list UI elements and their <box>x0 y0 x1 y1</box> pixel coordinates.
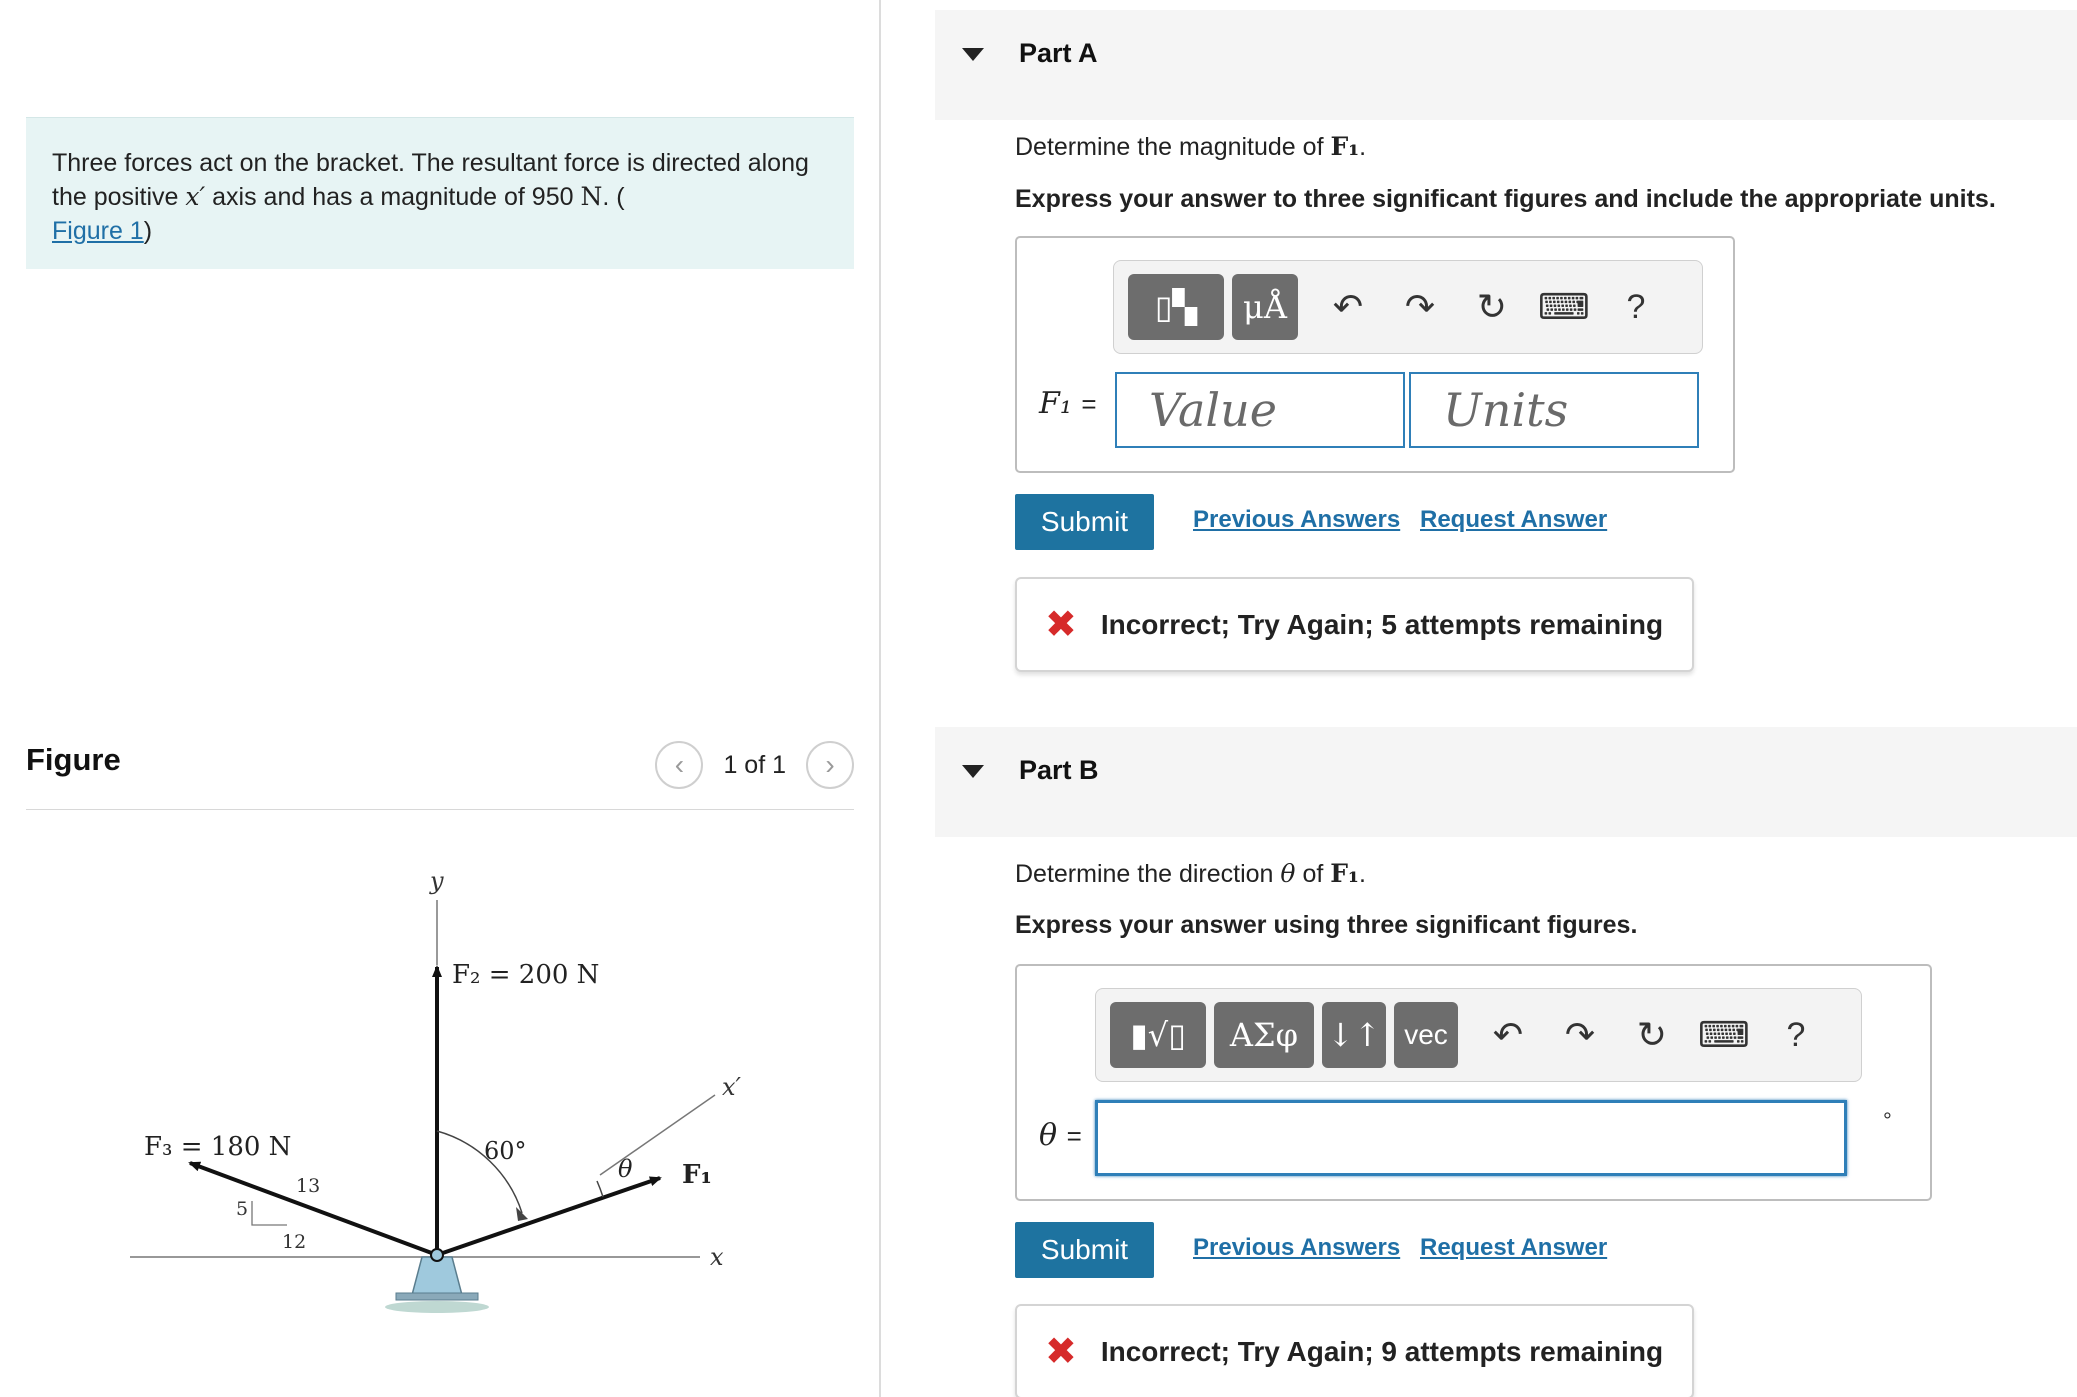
slope-triangle <box>252 1201 287 1225</box>
figure-pager <box>655 740 854 790</box>
reset-icon[interactable]: ↻ <box>1636 1014 1668 1055</box>
theta-label: θ <box>618 1155 633 1183</box>
problem-panel <box>0 0 880 1397</box>
template-button[interactable] <box>1128 274 1224 340</box>
f3-label: F₃ = 180 N <box>144 1132 292 1162</box>
question-symbol: F₁ <box>1330 859 1359 888</box>
vec-button[interactable] <box>1394 1002 1458 1068</box>
chevron-left-icon: ‹ <box>674 749 685 780</box>
unit-symbol: N <box>580 182 603 211</box>
pager-text: 1 of 1 <box>723 750 786 779</box>
angle-60-label: 60° <box>484 1137 527 1165</box>
vec-button-label: vec <box>1404 1019 1448 1050</box>
part-b-question: Determine the direction θ of F₁. <box>1015 859 1366 888</box>
next-figure-button[interactable] <box>806 741 854 789</box>
y-axis-label: y <box>430 867 444 895</box>
part-a-submit-button[interactable]: Submit <box>1015 494 1154 550</box>
units-input[interactable] <box>1409 372 1699 448</box>
part-a-request-answer-link[interactable]: Request Answer <box>1420 506 1608 533</box>
undo-icon[interactable]: ↶ <box>1332 286 1364 327</box>
help-icon[interactable]: ? <box>1626 287 1646 326</box>
problem-statement <box>26 117 854 269</box>
part-b-request-answer-link[interactable]: Request Answer <box>1420 1234 1608 1261</box>
part-a-answer-box <box>1015 236 1735 473</box>
template-button[interactable] <box>1110 1002 1206 1068</box>
part-a-instruction: Express your answer to three significant figures and include the appropriate units. <box>1015 185 1996 213</box>
caret-down-icon <box>962 765 984 778</box>
part-a-title: Part A <box>1019 38 1098 68</box>
error-x-icon: ✖ <box>1045 603 1077 646</box>
undo-icon[interactable]: ↶ <box>1492 1014 1524 1055</box>
caret-down-icon <box>962 48 984 61</box>
error-x-icon: ✖ <box>1045 1330 1077 1373</box>
bracket-pin <box>431 1249 443 1261</box>
part-a-header[interactable] <box>935 10 2077 120</box>
f1-label: F₁ <box>682 1160 712 1190</box>
bracket-figure <box>100 855 780 1325</box>
figure-title: Figure <box>26 742 121 777</box>
greek-button[interactable] <box>1214 1002 1314 1068</box>
f1-vector <box>437 1178 660 1255</box>
units-button-label: μÅ <box>1243 288 1287 326</box>
part-a-feedback-text: Incorrect; Try Again; 5 attempts remaining <box>1100 608 1664 640</box>
part-b-submit-button[interactable]: Submit <box>1015 1222 1154 1278</box>
template-icon: ▯▚ <box>1154 288 1198 326</box>
f1-variable-label: F₁ = <box>1039 386 1097 421</box>
units-button[interactable] <box>1232 274 1298 340</box>
chevron-right-icon: › <box>825 749 835 780</box>
part-b-feedback-text: Incorrect; Try Again; 9 attempts remaining <box>1100 1335 1664 1367</box>
part-a-previous-answers-link[interactable]: Previous Answers <box>1193 506 1401 533</box>
theta-answer-input[interactable] <box>1095 1100 1847 1176</box>
bracket-plate <box>396 1293 478 1300</box>
part-b-title: Part B <box>1019 755 1099 785</box>
part-b-previous-answers-link[interactable]: Previous Answers <box>1193 1234 1401 1261</box>
arrows-icon: ↓↑ <box>1327 1016 1381 1054</box>
arrows-button[interactable] <box>1322 1002 1386 1068</box>
help-icon[interactable]: ? <box>1786 1015 1806 1054</box>
part-a-question: Determine the magnitude of F₁. <box>1015 132 1367 161</box>
column-divider <box>879 0 881 1397</box>
intro-text-3: . ( <box>602 183 625 211</box>
part-b-feedback <box>1015 1304 1694 1397</box>
x-axis-label: x <box>710 1243 724 1271</box>
part-b-instruction: Express your answer using three significant figures. <box>1015 911 1638 939</box>
part-b-header[interactable] <box>935 727 2077 837</box>
value-input[interactable] <box>1115 372 1405 448</box>
question-symbol: F₁ <box>1330 132 1360 161</box>
question-theta: θ <box>1280 859 1296 888</box>
keyboard-icon[interactable]: ⌨ <box>1538 286 1590 327</box>
intro-text-4: ) <box>143 217 153 245</box>
angle-60-arrowhead <box>516 1207 528 1221</box>
keyboard-icon[interactable]: ⌨ <box>1698 1014 1750 1055</box>
part-b-answer-box <box>1015 964 1932 1201</box>
slope-12-label: 12 <box>282 1231 307 1253</box>
prev-figure-button[interactable] <box>655 741 703 789</box>
x-prime-axis-label: x′ <box>722 1073 741 1101</box>
axis-symbol: x′ <box>185 182 206 211</box>
slope-13-label: 13 <box>296 1175 321 1197</box>
intro-text-1: Three forces act on the bracket. The resultant force is directed along the positive <box>52 149 809 211</box>
template-icon: ▮√▯ <box>1130 1016 1186 1054</box>
figure-header <box>26 730 854 810</box>
theta-arc <box>597 1181 603 1197</box>
redo-icon[interactable]: ↷ <box>1564 1014 1596 1055</box>
bracket-shadow <box>385 1301 489 1313</box>
part-a-toolbar <box>1113 260 1703 354</box>
reset-icon[interactable]: ↻ <box>1476 286 1508 327</box>
part-a-feedback <box>1015 577 1694 672</box>
intro-text-2: axis and has a magnitude of 950 <box>212 183 574 211</box>
degree-unit: ° <box>1883 1108 1892 1133</box>
theta-variable-label: θ = <box>1039 1118 1082 1153</box>
greek-button-label: ΑΣφ <box>1229 1016 1299 1054</box>
bracket-base <box>412 1257 462 1295</box>
part-b-toolbar <box>1095 988 1862 1082</box>
figure-link[interactable]: Figure 1 <box>52 217 144 245</box>
slope-5-label: 5 <box>236 1198 249 1220</box>
f2-label: F₂ = 200 N <box>452 960 600 990</box>
redo-icon[interactable]: ↷ <box>1404 286 1436 327</box>
